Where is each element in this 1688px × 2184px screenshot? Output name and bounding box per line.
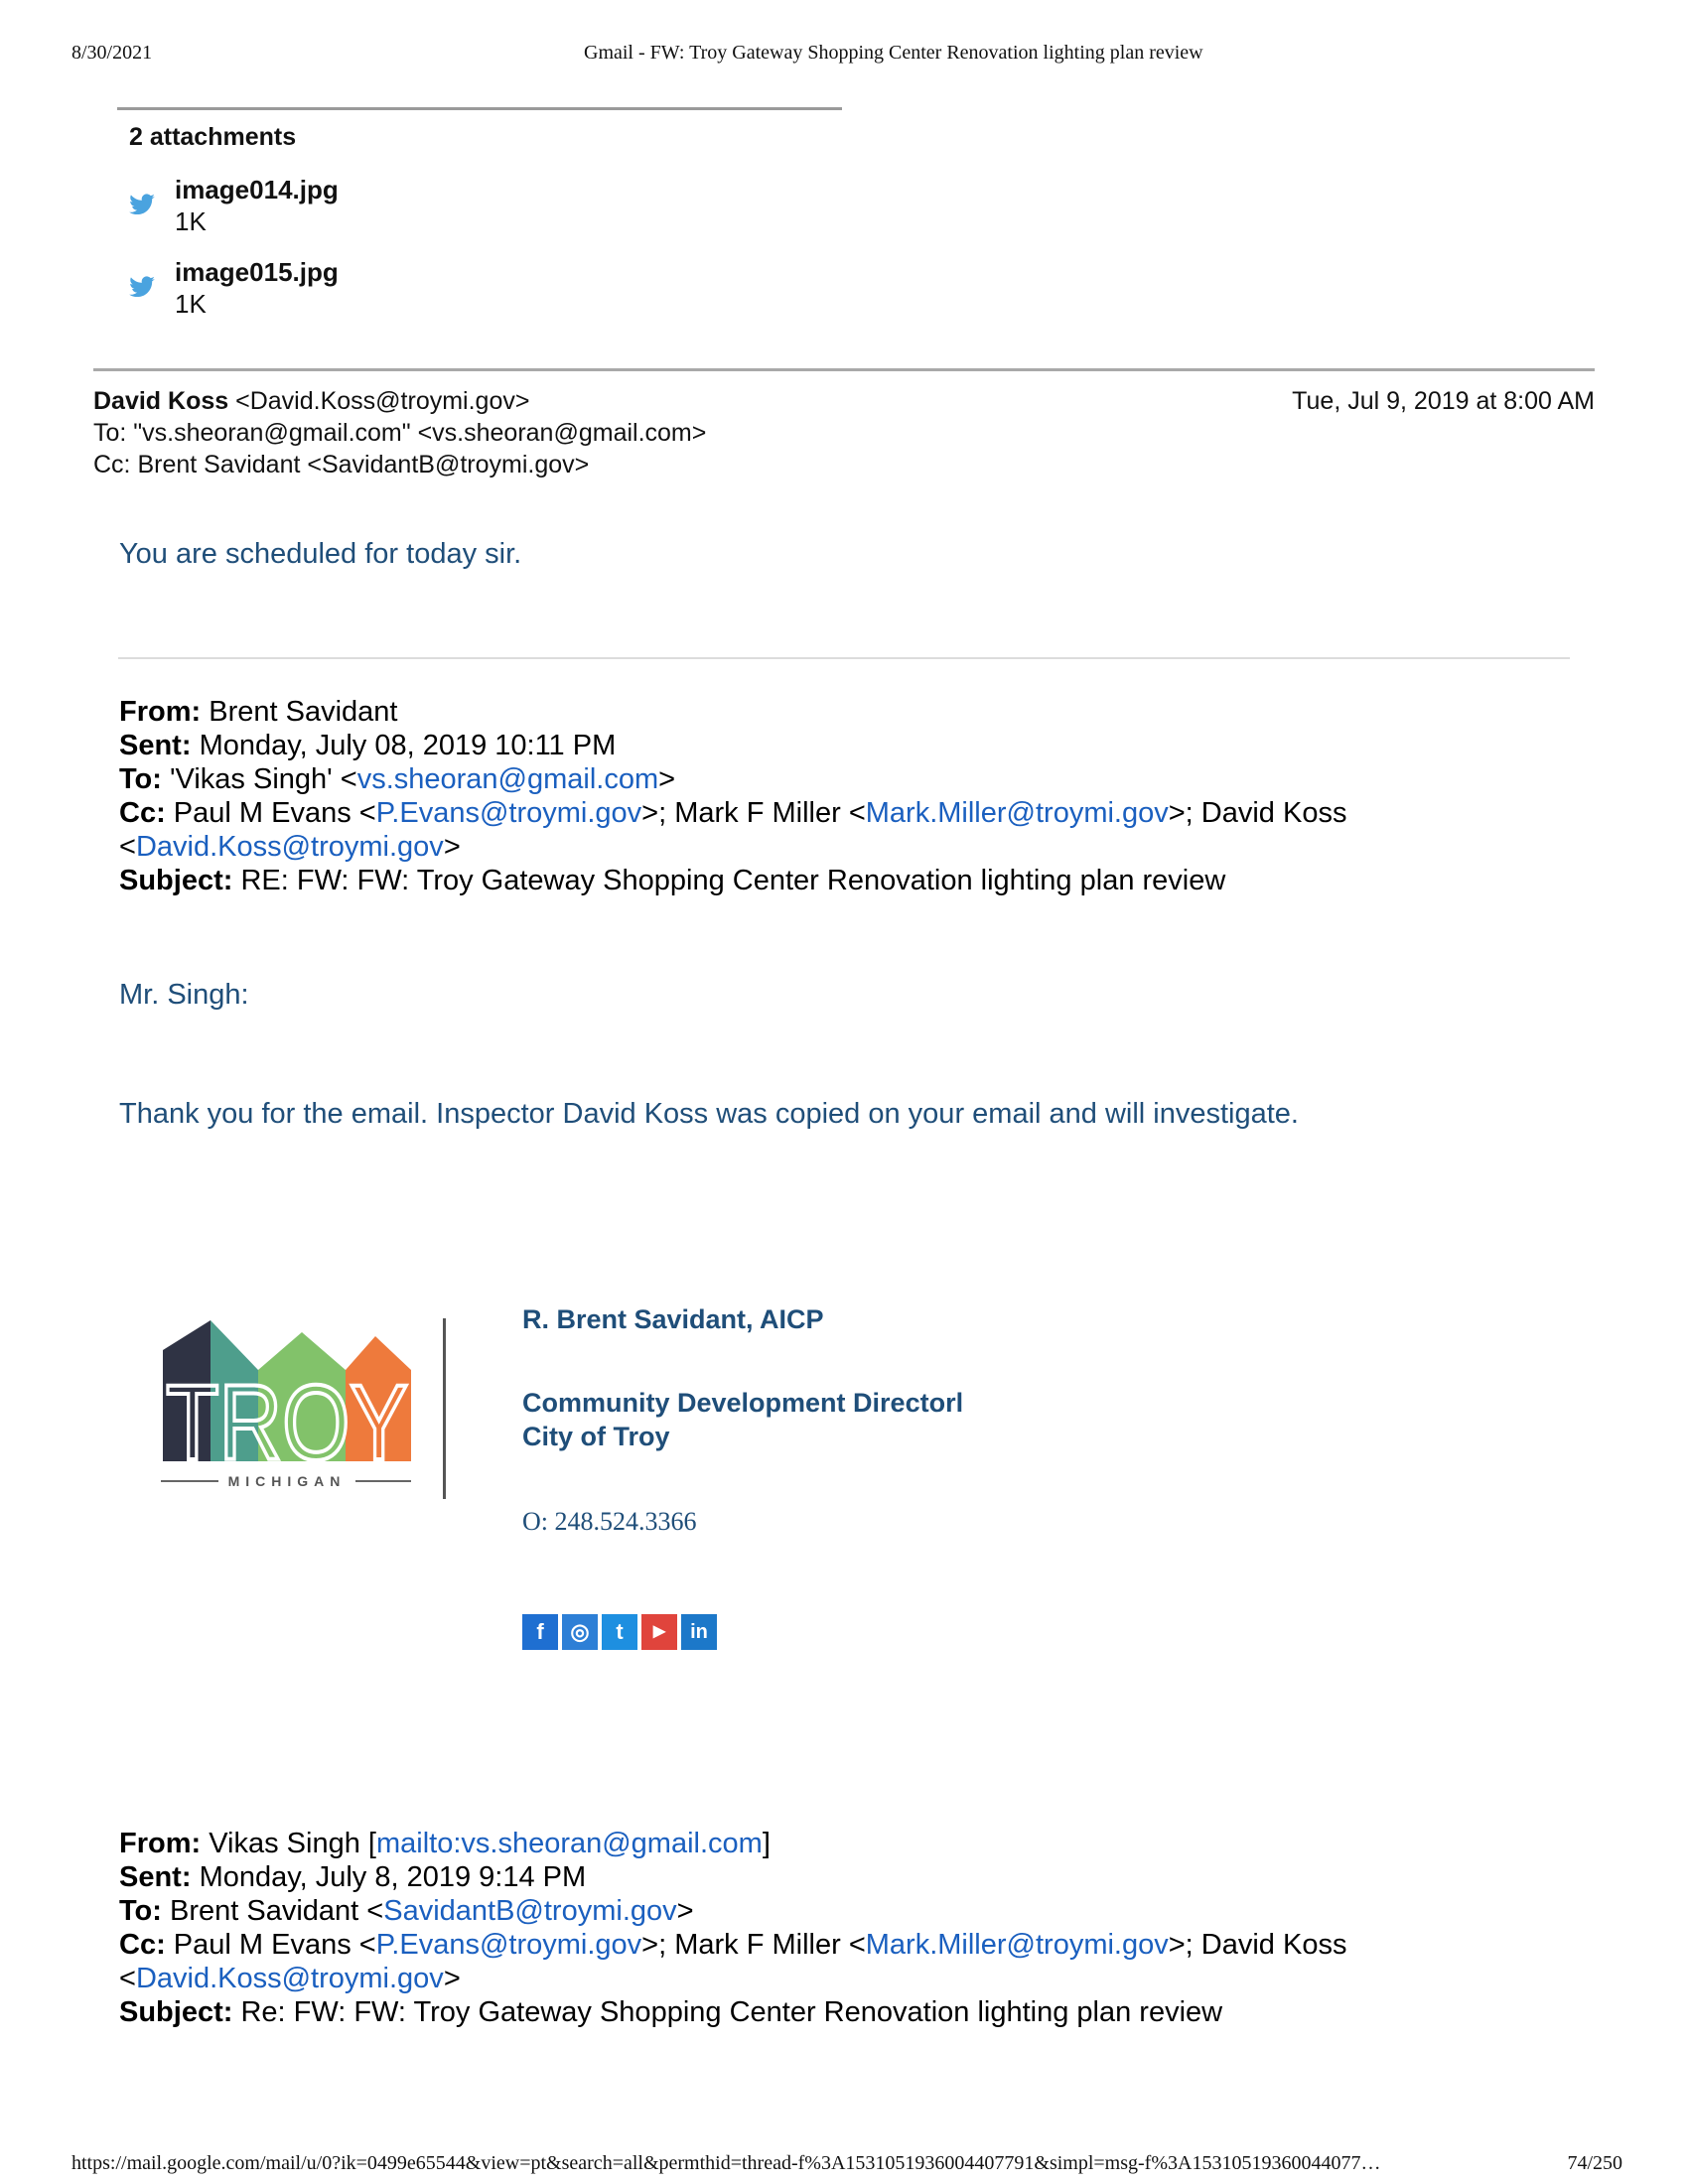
troy-logo — [157, 1310, 415, 1501]
sender-name: David Koss — [93, 387, 229, 415]
sender-email: <David.Koss@troymi.gov> — [235, 387, 530, 415]
signature-divider — [443, 1318, 446, 1499]
cc-line-cont: <David.Koss@troymi.gov> — [119, 831, 461, 863]
signature-title: Community Development Directorl — [522, 1388, 964, 1418]
sent-line: Sent: Monday, July 08, 2019 10:11 PM — [119, 730, 617, 761]
instagram-icon[interactable]: ◎ — [562, 1614, 598, 1650]
signature-phone: O: 248.524.3366 — [522, 1507, 697, 1536]
quoted-header-1 — [119, 695, 1589, 897]
email-link[interactable]: SavidantB@troymi.gov — [383, 1895, 677, 1927]
quoted-body: Thank you for the email. Inspector David Koss was copied on your email and will investigate. — [119, 1098, 1299, 1130]
attachment-item[interactable] — [127, 257, 524, 319]
twitter-icon — [127, 191, 157, 218]
cc-line-cont: <David.Koss@troymi.gov> — [119, 1963, 461, 1994]
cc-line: Cc: Paul M Evans <P.Evans@troymi.gov>; Mark F Miller <Mark.Miller@troymi.gov>; David Koss — [119, 797, 1347, 829]
quote-divider — [118, 657, 1570, 659]
sent-line: Sent: Monday, July 8, 2019 9:14 PM — [119, 1861, 587, 1893]
email-link[interactable]: vs.sheoran@gmail.com — [356, 763, 659, 795]
page-number: 74/250 — [1567, 2152, 1622, 2174]
print-title: Gmail - FW: Troy Gateway Shopping Center Renovation lighting plan review — [584, 42, 1203, 64]
to-line: To: 'Vikas Singh' <vs.sheoran@gmail.com> — [119, 763, 676, 795]
email-link[interactable]: P.Evans@troymi.gov — [375, 1929, 642, 1961]
cc-line: Cc: Paul M Evans <P.Evans@troymi.gov>; Mark F Miller <Mark.Miller@troymi.gov>; David Koss — [119, 1929, 1347, 1961]
signature-org: City of Troy — [522, 1422, 670, 1451]
attachment-size: 1K — [175, 289, 207, 319]
message-divider — [93, 368, 1595, 371]
attachment-item[interactable] — [127, 175, 524, 236]
email-link[interactable]: mailto:vs.sheoran@gmail.com — [375, 1828, 763, 1859]
email-link[interactable]: Mark.Miller@troymi.gov — [865, 1929, 1169, 1961]
message-body: You are scheduled for today sir. — [119, 538, 522, 570]
twitter-icon — [127, 273, 157, 301]
linkedin-icon[interactable]: in — [681, 1614, 717, 1650]
message-date: Tue, Jul 9, 2019 at 8:00 AM — [1292, 387, 1595, 415]
twitter-icon[interactable]: t — [602, 1614, 637, 1650]
email-link[interactable]: David.Koss@troymi.gov — [135, 831, 444, 863]
sender-line — [93, 385, 529, 417]
signature-name: R. Brent Savidant, AICP — [522, 1304, 824, 1334]
attachments-heading: 2 attachments — [129, 123, 297, 151]
logo-wordmark: TROY — [166, 1362, 408, 1482]
greeting: Mr. Singh: — [119, 979, 249, 1011]
subject-line: Subject: Re: FW: FW: Troy Gateway Shopping Center Renovation lighting plan review — [119, 1996, 1223, 2028]
attachments-divider — [117, 107, 842, 110]
attachment-size: 1K — [175, 206, 207, 236]
social-icons — [522, 1614, 721, 1650]
subject-line: Subject: RE: FW: FW: Troy Gateway Shopping Center Renovation lighting plan review — [119, 865, 1226, 896]
logo-subtitle: MICHIGAN — [227, 1473, 347, 1489]
quoted-header-2 — [119, 1827, 1589, 2029]
email-link[interactable]: Mark.Miller@troymi.gov — [865, 797, 1169, 829]
youtube-icon[interactable]: ▶ — [641, 1614, 677, 1650]
email-link[interactable]: David.Koss@troymi.gov — [135, 1963, 444, 1994]
cc-line: Cc: Brent Savidant <SavidantB@troymi.gov> — [93, 451, 590, 478]
print-date: 8/30/2021 — [71, 42, 153, 64]
facebook-icon[interactable]: f — [522, 1614, 558, 1650]
attachment-name[interactable]: image014.jpg — [175, 175, 339, 205]
attachment-name[interactable]: image015.jpg — [175, 257, 339, 287]
to-line: To: "vs.sheoran@gmail.com" <vs.sheoran@gmail.com> — [93, 419, 707, 447]
from-line: From: Brent Savidant — [119, 696, 398, 728]
from-line: From: Vikas Singh [mailto:vs.sheoran@gmail.com] — [119, 1828, 771, 1859]
print-url: https://mail.google.com/mail/u/0?ik=0499e65544&view=pt&search=all&permthid=thread-f%3A1531051936004407791&simpl=msg-f%3A15310519360044077… — [71, 2152, 1381, 2174]
email-link[interactable]: P.Evans@troymi.gov — [375, 797, 642, 829]
to-line: To: Brent Savidant <SavidantB@troymi.gov> — [119, 1895, 694, 1927]
